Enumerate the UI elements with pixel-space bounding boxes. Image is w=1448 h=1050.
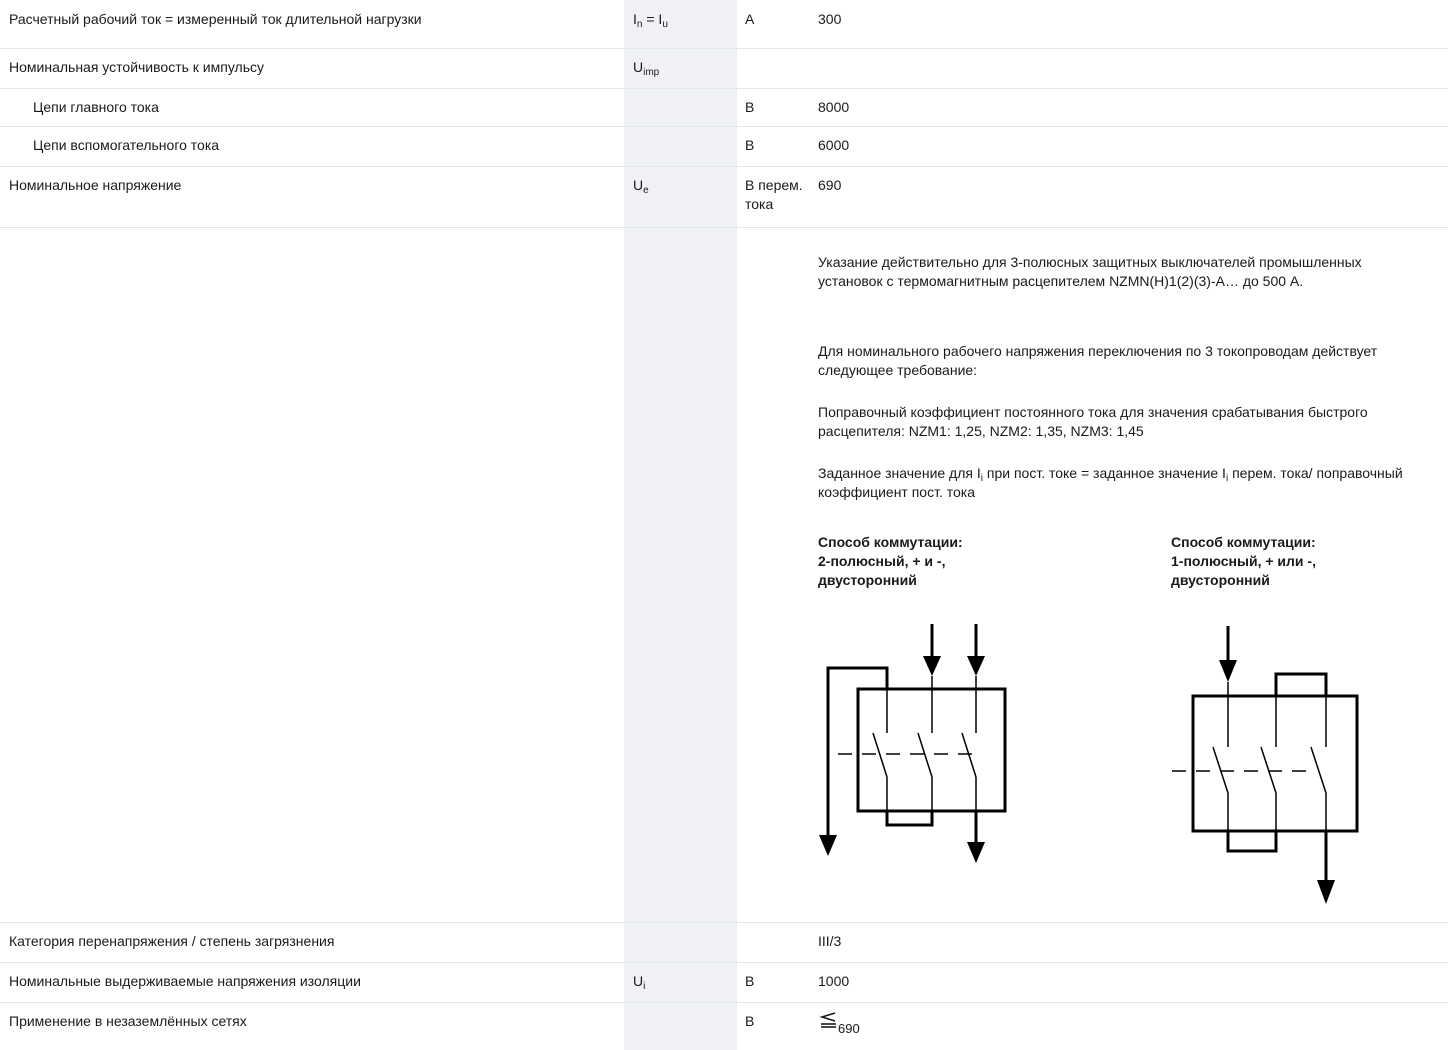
param-label: Категория перенапряжения / степень загрязнения: [9, 933, 335, 949]
table-row-note: [0, 227, 1448, 923]
param-value: 690: [818, 1012, 860, 1031]
param-value: 300: [818, 11, 842, 27]
note-paragraph: Для номинального рабочего напряжения переключения по 3 токопроводам действует следующее требование:: [818, 343, 1378, 378]
table-row: [0, 88, 1448, 127]
param-value: III/3: [818, 933, 842, 949]
param-label: Номинальная устойчивость к импульсу: [9, 59, 264, 75]
param-symbol: $I_n = I_u$: [633, 11, 668, 30]
table-row: [0, 126, 1448, 167]
switching-diagram-1-pole: [0, 227, 1448, 922]
less-than-or-equal-icon: [818, 1012, 838, 1028]
table-row: [0, 1002, 1448, 1050]
param-label: Цепи главного тока: [33, 99, 159, 115]
note-paragraph: Поправочный коэффициент постоянного тока для значения срабатывания быстрого расцепителя: NZM1: 1,25, NZM2: 1,35, NZM3: 1,45: [818, 404, 1368, 439]
param-symbol: $U_e$: [633, 177, 649, 196]
param-unit: В: [745, 99, 755, 115]
param-label: Применение в незаземлённых сетях: [9, 1013, 247, 1029]
table-row: [0, 0, 1448, 49]
param-label: Цепи вспомогательного тока: [33, 137, 220, 153]
diagram-right-title: Способ коммутации: 1-полюсный, + или -, двусторонний: [1171, 534, 1316, 588]
table-row: [0, 962, 1448, 1003]
param-unit: A: [745, 11, 755, 27]
param-unit: В: [745, 137, 755, 153]
param-value: 1000: [818, 973, 850, 989]
param-value: 690: [818, 177, 842, 193]
note-paragraph: Указание действительно для 3-полюсных защитных выключателей промышленных установок с термомагнитным расцепителем NZMN(H)1(2)(3)-A… до 500 А.: [818, 254, 1362, 289]
diagram-left-title: Способ коммутации: 2-полюсный, + и -, двусторонний: [818, 534, 963, 588]
param-unit: В: [745, 1013, 755, 1029]
param-symbol: $U_i$: [633, 973, 646, 992]
param-label: Номинальные выдерживаемые напряжения изоляции: [9, 973, 361, 989]
param-symbol: $U_{imp}$: [633, 59, 660, 78]
table-row: [0, 166, 1448, 228]
param-unit: В: [745, 973, 755, 989]
table-row: [0, 48, 1448, 89]
param-label: Номинальное напряжение: [9, 177, 182, 193]
note-paragraph: Заданное значение для $I_i$ при пост. токе = заданное значение $I_i$ перем. тока/ поправочный коэффициент пост. тока: [818, 465, 1403, 500]
param-value: 8000: [818, 99, 850, 115]
param-value: 6000: [818, 137, 850, 153]
param-label: Расчетный рабочий ток = измеренный ток длительной нагрузки: [9, 11, 422, 27]
param-unit: В перем. тока: [745, 177, 803, 212]
table-row: [0, 922, 1448, 963]
